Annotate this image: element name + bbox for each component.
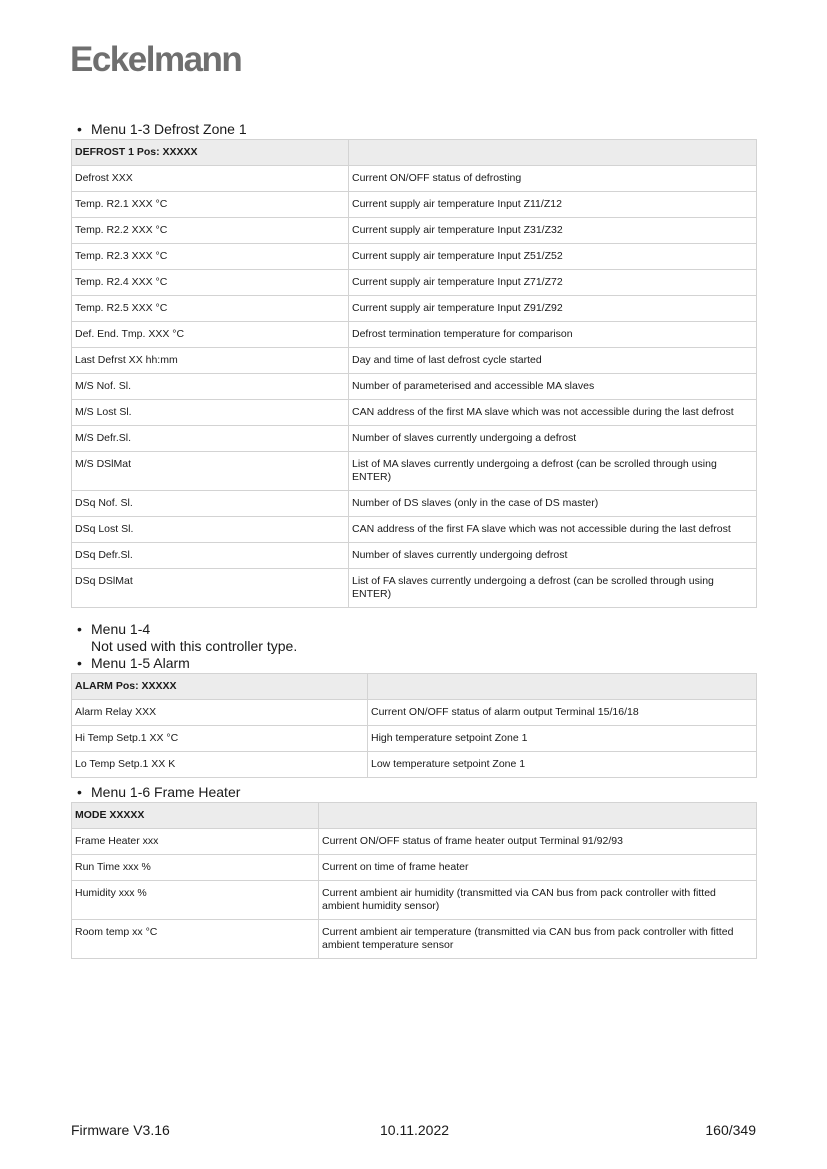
parameter-cell: Temp. R2.2 XXX °C [72, 218, 349, 244]
description-cell: Defrost termination temperature for comparison [349, 322, 757, 348]
table-row [72, 829, 757, 855]
parameter-cell: Run Time xxx % [72, 855, 319, 881]
table-header-row [72, 803, 757, 829]
parameter-cell: Alarm Relay XXX [72, 700, 368, 726]
description-cell: CAN address of the first MA slave which was not accessible during the last defrost [349, 400, 757, 426]
parameter-cell: Def. End. Tmp. XXX °C [72, 322, 349, 348]
table-header-empty-cell [319, 803, 757, 829]
description-cell: Current supply air temperature Input Z71/Z72 [349, 270, 757, 296]
defrost-zone-table [71, 139, 757, 608]
parameter-cell: DSq Lost Sl. [72, 517, 349, 543]
parameter-cell: M/S Defr.Sl. [72, 426, 349, 452]
description-cell: List of FA slaves currently undergoing a defrost (can be scrolled through using ENTER) [349, 569, 757, 608]
parameter-cell: DSq DSlMat [72, 569, 349, 608]
parameter-cell: M/S Nof. Sl. [72, 374, 349, 400]
table-row [72, 244, 757, 270]
description-cell: Number of slaves currently undergoing a defrost [349, 426, 757, 452]
menu-1-3-section [71, 121, 756, 608]
table-header-cell: DEFROST 1 Pos: XXXXX [72, 140, 349, 166]
eckelmann-logo: Eckelmann [70, 40, 242, 79]
description-cell: High temperature setpoint Zone 1 [368, 726, 757, 752]
parameter-cell: Temp. R2.4 XXX °C [72, 270, 349, 296]
menu-1-3-heading: • Menu 1-3 Defrost Zone 1 [77, 121, 247, 137]
table-row [72, 920, 757, 959]
description-cell: Number of slaves currently undergoing defrost [349, 543, 757, 569]
table-row [72, 726, 757, 752]
alarm-table [71, 673, 757, 778]
table-row [72, 855, 757, 881]
table-row [72, 166, 757, 192]
parameter-cell: Humidity xxx % [72, 881, 319, 920]
table-row [72, 452, 757, 491]
table-row [72, 348, 757, 374]
menu-1-4-note: Not used with this controller type. [91, 638, 298, 654]
description-cell: Current ON/OFF status of defrosting [349, 166, 757, 192]
table-row [72, 752, 757, 778]
parameter-cell: DSq Defr.Sl. [72, 543, 349, 569]
description-cell: Low temperature setpoint Zone 1 [368, 752, 757, 778]
menu-1-5-heading: • Menu 1-5 Alarm [77, 655, 190, 671]
description-cell: Current supply air temperature Input Z91/Z92 [349, 296, 757, 322]
table-row [72, 491, 757, 517]
parameter-cell: Temp. R2.3 XXX °C [72, 244, 349, 270]
table-header-empty-cell [368, 674, 757, 700]
menu-1-6-section [71, 784, 756, 959]
footer-page-number: 160/349 [705, 1122, 756, 1138]
footer-firmware: Firmware V3.16 [71, 1122, 170, 1138]
table-header-row [72, 674, 757, 700]
description-cell: Current ambient air temperature (transmitted via CAN bus from pack controller with fitted ambient temperature sensor [319, 920, 757, 959]
parameter-cell: Lo Temp Setp.1 XX K [72, 752, 368, 778]
table-row [72, 543, 757, 569]
parameter-cell: M/S DSlMat [72, 452, 349, 491]
parameter-cell: Defrost XXX [72, 166, 349, 192]
table-row [72, 569, 757, 608]
table-row [72, 192, 757, 218]
description-cell: Number of DS slaves (only in the case of DS master) [349, 491, 757, 517]
description-cell: CAN address of the first FA slave which was not accessible during the last defrost [349, 517, 757, 543]
description-cell: List of MA slaves currently undergoing a defrost (can be scrolled through using ENTER) [349, 452, 757, 491]
table-row [72, 218, 757, 244]
description-cell: Current supply air temperature Input Z11/Z12 [349, 192, 757, 218]
parameter-cell: DSq Nof. Sl. [72, 491, 349, 517]
table-row [72, 270, 757, 296]
description-cell: Number of parameterised and accessible MA slaves [349, 374, 757, 400]
menu-1-4-heading: • Menu 1-4 [77, 621, 151, 637]
footer-date: 10.11.2022 [380, 1122, 450, 1138]
table-row [72, 881, 757, 920]
table-row [72, 322, 757, 348]
table-header-row [72, 140, 757, 166]
description-cell: Current ambient air humidity (transmitted via CAN bus from pack controller with fitted ambient humidity sensor) [319, 881, 757, 920]
table-header-cell: MODE XXXXX [72, 803, 319, 829]
table-row [72, 426, 757, 452]
menu-1-6-heading: • Menu 1-6 Frame Heater [77, 784, 241, 800]
table-row [72, 296, 757, 322]
parameter-cell: Temp. R2.5 XXX °C [72, 296, 349, 322]
parameter-cell: Last Defrst XX hh:mm [72, 348, 349, 374]
parameter-cell: Temp. R2.1 XXX °C [72, 192, 349, 218]
table-header-empty-cell [349, 140, 757, 166]
description-cell: Day and time of last defrost cycle started [349, 348, 757, 374]
table-row [72, 374, 757, 400]
menu-1-4-section [71, 621, 756, 778]
parameter-cell: Hi Temp Setp.1 XX °C [72, 726, 368, 752]
parameter-cell: Frame Heater xxx [72, 829, 319, 855]
table-row [72, 400, 757, 426]
parameter-cell: Room temp xx °C [72, 920, 319, 959]
description-cell: Current supply air temperature Input Z51/Z52 [349, 244, 757, 270]
description-cell: Current on time of frame heater [319, 855, 757, 881]
description-cell: Current ON/OFF status of frame heater output Terminal 91/92/93 [319, 829, 757, 855]
frame-heater-table [71, 802, 757, 959]
parameter-cell: M/S Lost Sl. [72, 400, 349, 426]
description-cell: Current supply air temperature Input Z31/Z32 [349, 218, 757, 244]
table-header-cell: ALARM Pos: XXXXX [72, 674, 368, 700]
table-row [72, 700, 757, 726]
description-cell: Current ON/OFF status of alarm output Terminal 15/16/18 [368, 700, 757, 726]
table-row [72, 517, 757, 543]
